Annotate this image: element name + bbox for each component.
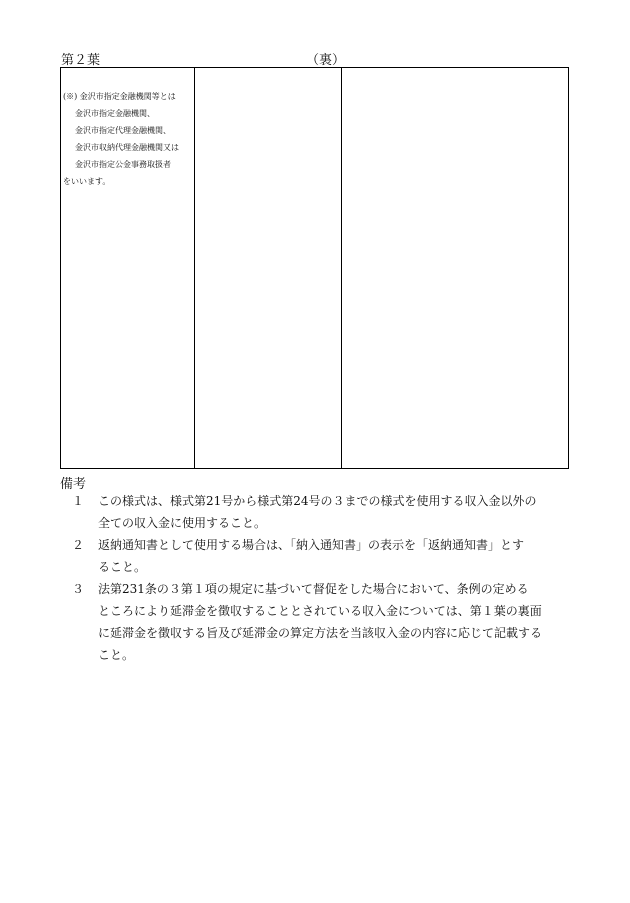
table-column-middle xyxy=(194,68,342,468)
designated-institution-note xyxy=(63,88,179,190)
remark-line: ところにより延滞金を徴収することとされている収入金については、第１葉の裏面 xyxy=(98,604,542,618)
remark-text xyxy=(98,578,584,666)
remark-number: １ xyxy=(72,494,85,508)
remark-line: こと。 xyxy=(98,648,135,662)
form-table xyxy=(60,67,569,469)
note-line: 金沢市指定代理金融機関、 xyxy=(75,126,171,135)
remark-line: に延滞金を徴収する旨及び延滞金の算定方法を当該収入金の内容に応じて記載する xyxy=(98,626,543,640)
remark-item xyxy=(72,534,584,578)
remark-text xyxy=(98,490,584,534)
remarks-title: 備考 xyxy=(60,477,87,492)
remark-number: ３ xyxy=(72,582,85,596)
remark-line: この様式は、様式第21号から様式第24号の３までの様式を使用する収入金以外の xyxy=(98,494,537,508)
side-label: （裏） xyxy=(306,53,346,68)
note-line: (※) 金沢市指定金融機関等とは xyxy=(63,92,176,101)
note-line: 金沢市指定公金事務取扱者 xyxy=(75,160,171,169)
remark-number: ２ xyxy=(72,538,85,552)
note-line: をいいます。 xyxy=(63,177,111,186)
remark-item xyxy=(72,490,584,534)
remark-line: ること。 xyxy=(98,560,147,574)
remark-line: 返納通知書として使用する場合は、「納入通知書」の表示を「返納通知書」とす xyxy=(98,538,525,552)
remark-item xyxy=(72,578,584,666)
remark-line: 全ての収入金に使用すること。 xyxy=(98,516,267,530)
note-line: 金沢市指定金融機関、 xyxy=(75,109,155,118)
remarks-list xyxy=(72,490,584,666)
table-column-notes xyxy=(61,68,195,468)
note-line: 金沢市収納代理金融機関又は xyxy=(75,143,179,152)
table-column-right xyxy=(342,68,568,468)
sheet-label: 第２葉 xyxy=(61,53,101,68)
remark-text xyxy=(98,534,584,578)
remark-line: 法第231条の３第１項の規定に基づいて督促をした場合において、条例の定める xyxy=(98,582,529,596)
